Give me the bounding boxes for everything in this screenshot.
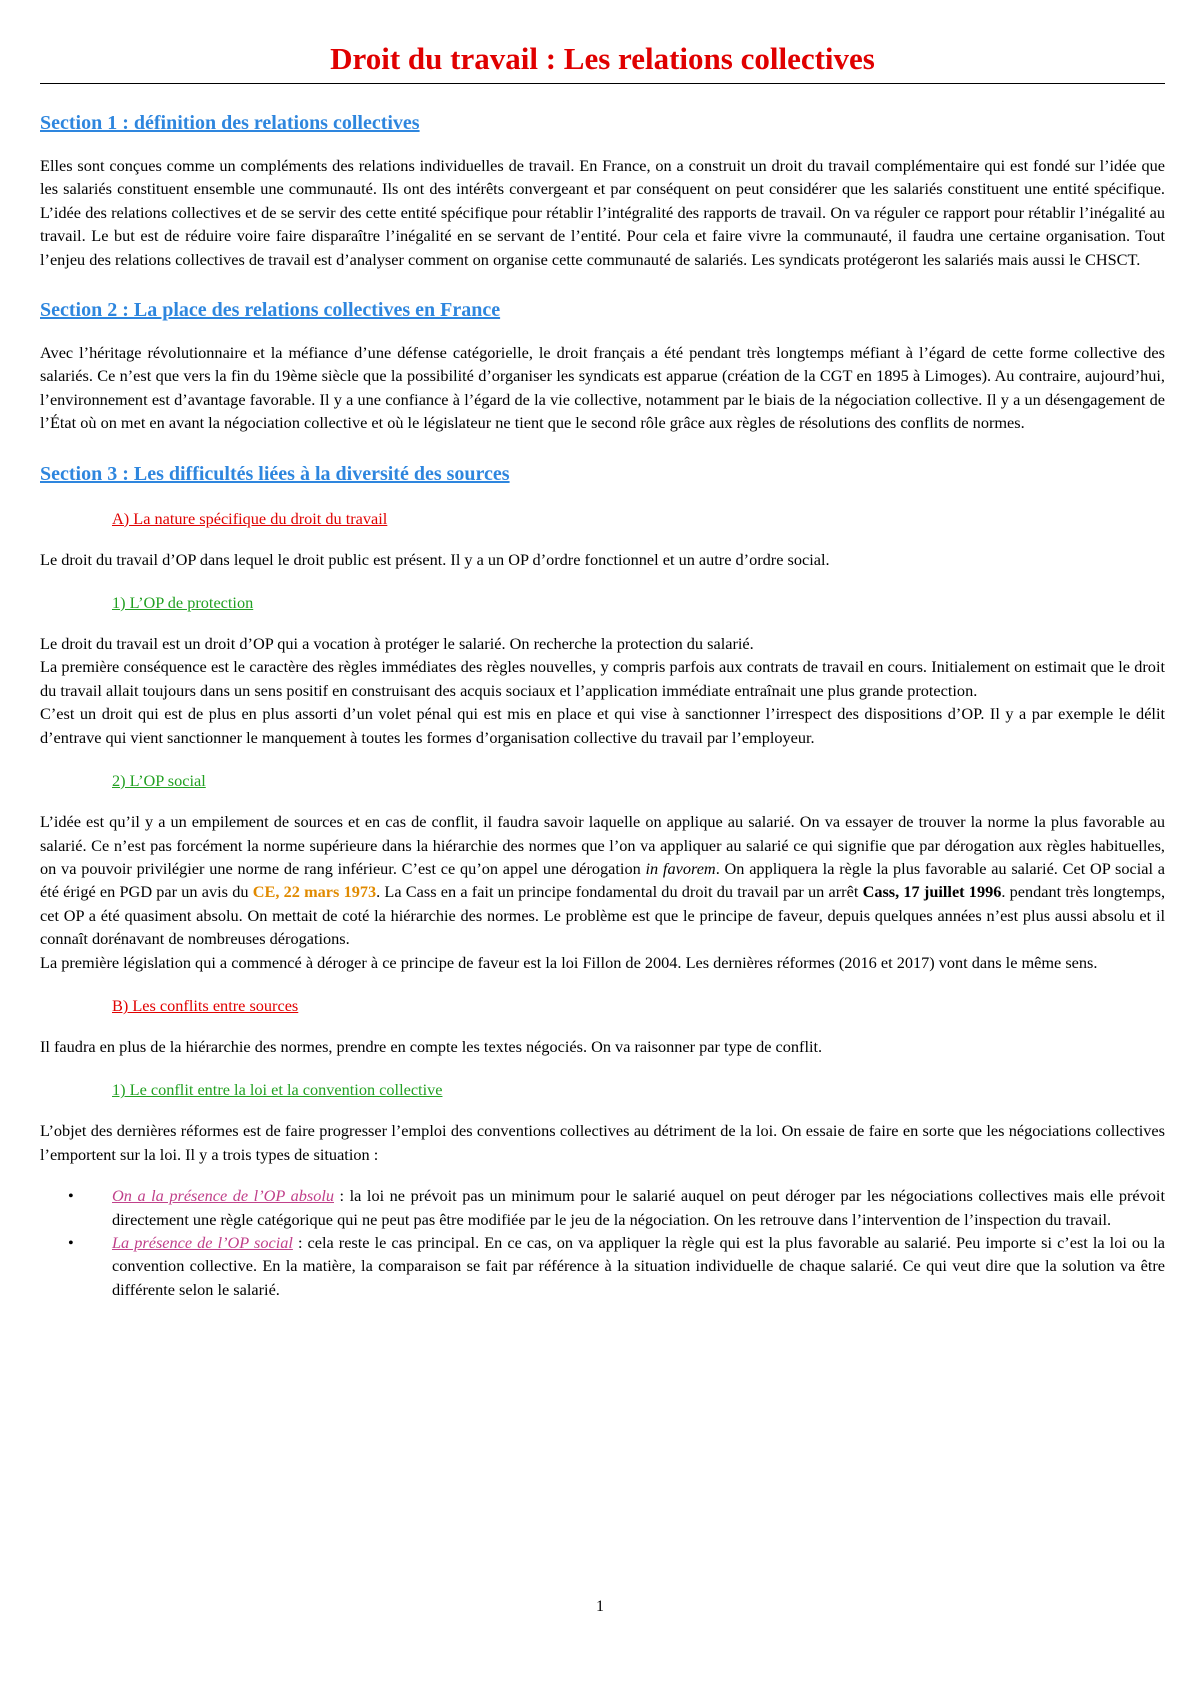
list-item (68, 1231, 1165, 1301)
subsection-b-heading: B) Les conflits entre sources (112, 995, 299, 1015)
subsection-a1-paragraph-1: Le droit du travail est un droit d’OP qui a vocation à protéger le salarié. On recherche la protection du salarié. (40, 634, 754, 654)
subsection-a2-heading: 2) L’OP social (112, 771, 206, 791)
subsection-a1-paragraph-2: La première conséquence est le caractère des règles immédiates des règles nouvelles, y compris parfois aux contrats de travail en cours. Initialement on estimait que le droit du travail allait toujours dans un sens positif en construisant des acquis sociaux et l’application immédiate entraînait une plus grande protection. (40, 657, 1165, 700)
citation-ce: CE, 22 mars 1973 (252, 882, 377, 902)
text-run: . pendant très longtemps, cet OP a été quasiment absolu. On mettait de coté la hiérarchie des normes. Le problème est que le principe de faveur, depuis quelques années n’est plus aussi absolu et il connaît dorénavant de nombreuses dérogations. (40, 882, 1166, 949)
document-title (40, 40, 1165, 78)
title-rest: Les relations collectives (556, 41, 875, 76)
title-bold: Droit du travail : (330, 41, 557, 76)
subsection-a2-paragraph-2: La première législation qui a commencé à déroger à ce principe de faveur est la loi Fillon de 2004. Les dernières réformes (2016 et 2017) vont dans le même sens. (40, 952, 1098, 972)
subsection-b1-paragraph: L’objet des dernières réformes est de faire progresser l’emploi des conventions collectives au détriment de la loi. On essaie de faire en sorte que les négociations collectives l’emportent sur la loi. Il y a trois types de situation : (40, 1121, 1165, 1164)
list-item-text: : la loi ne prévoit pas un minimum pour le salarié auquel on peut déroger par les négociations collectives mais elle prévoit directement une règle catégorique qui ne peut pas être modifiée par le jeu de la négociation. On les retrouve dans l’intervention de l’inspection du travail. (112, 1186, 1165, 1229)
section-3-heading: Section 3 : Les difficultés liées à la diversité des sources (40, 462, 510, 485)
subsection-a-heading: A) La nature spécifique du droit du travail (112, 508, 388, 528)
subsection-a1-paragraph-3: C’est un droit qui est de plus en plus assorti d’un volet pénal qui est mis en place et qui vise à sanctionner l’irrespect des dispositions d’OP. Il y a par exemple le délit d’entrave qui vient sanctionner le manquement à toutes les formes d’organisation collective du travail par l’employeur. (40, 704, 1165, 747)
situation-list (40, 1184, 1165, 1301)
section-2-heading: Section 2 : La place des relations collectives en France (40, 299, 501, 322)
text-run: . On appliquera la règle la plus favorable au salarié. Cet OP social a été érigé en PGD par un avis du (40, 858, 1165, 902)
list-item (68, 1184, 1165, 1231)
subsection-b1-heading: 1) Le conflit entre la loi et la convention collective (112, 1080, 443, 1100)
text-run: L’idée est qu’il y a un empilement de sources et en cas de conflit, il faudra savoir laquelle on applique au salarié. On va essayer de trouver la norme la plus favorable au salarié. Ce n’est pas forcément la norme supérieure dans la hiérarchie des normes que l’on va appliquer au salarié ce qui signifie que par dérogation aux règles habituelles, on va pouvoir privilégier une norme de rang inférieur. C’est ce qu’on appel une dérogation (40, 812, 1165, 878)
italic-term: in favorem (645, 858, 716, 878)
section-2-paragraph: Avec l’héritage révolutionnaire et la méfiance d’une défense catégorielle, le droit français a été pendant très longtemps méfiant à l’égard de cette forme collective des salariés. Ce n’est que vers la fin du 19ème siècle que la possibilité d’organiser les syndicats est apparue (création de la CGT en 1895 à Limoges). Au contraire, aujourd’hui, l’environnement est d’avantage favorable. Il y a une confiance à l’égard de la vie collective, notamment par le biais de la négociation collective. Il y a un désengagement de l’État où on met en avant la négociation collective et où le législateur ne tient que le second rôle grâce aux règles de résolutions des conflits de normes. (40, 343, 1165, 433)
list-item-lead: La présence de l’OP social (112, 1232, 293, 1252)
text-run: . La Cass en a fait un principe fondamental du droit du travail par un arrêt (376, 882, 863, 902)
title-rule (40, 83, 1165, 84)
document-page (40, 0, 1165, 1301)
subsection-a-paragraph: Le droit du travail d’OP dans lequel le droit public est présent. Il y a un OP d’ordre fonctionnel et un autre d’ordre social. (40, 549, 830, 569)
citation-cass: Cass, 17 juillet 1996 (862, 882, 1002, 902)
section-1-paragraph: Elles sont conçues comme un compléments des relations individuelles de travail. En France, on a construit un droit du travail complémentaire qui est fondé sur l’idée que les salariés constituent ensemble une communauté. Ils ont des intérêts convergeant et par conséquent on peut considérer que les salariés constituent une entité spécifique. L’idée des relations collectives et de se servir des cette entité spécifique pour rétablir l’intégralité des rapports de travail. On va réguler ce rapport pour rétablir l’inégalité au travail. Le but est de réduire voire faire disparaître l’inégalité en se servant de l’entité. Pour cela et faire vivre la communauté, il faudra une certaine organisation. Tout l’enjeu des relations collectives de travail est d’analyser comment on organise cette communauté de salariés. Les syndicats protégeront les salariés mais aussi le CHSCT. (40, 156, 1165, 269)
subsection-a1-heading: 1) L’OP de protection (112, 593, 254, 613)
bullet-icon: • (68, 1186, 74, 1206)
subsection-a2-paragraph-1 (40, 810, 1165, 950)
section-1-heading: Section 1 : définition des relations collectives (40, 112, 420, 134)
list-item-lead: On a la présence de l’OP absolu (112, 1186, 334, 1206)
page-number: 1 (596, 1598, 604, 1615)
bullet-icon: • (68, 1232, 74, 1252)
list-item-text: : cela reste le cas principal. En ce cas, on va appliquer la règle qui est la plus favorable au salarié. Peu importe si c’est la loi ou la convention collective. En la matière, la comparaison se fait par référence à la situation individuelle de chaque salarié. Ce qui veut dire que la solution va être différente selon le salarié. (112, 1232, 1165, 1299)
subsection-b-paragraph: Il faudra en plus de la hiérarchie des normes, prendre en compte les textes négociés. On va raisonner par type de conflit. (40, 1036, 823, 1056)
